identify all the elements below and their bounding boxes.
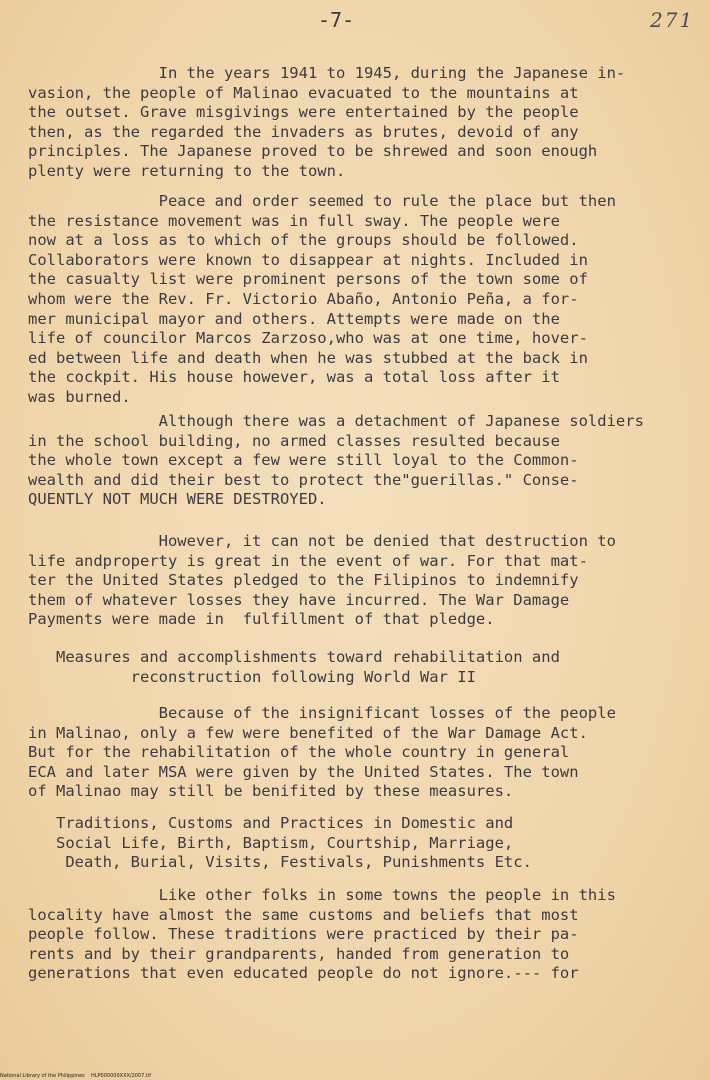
paragraph-peace-and-order: Peace and order seemed to rule the place but then the resistance movement was in full sway. The people were now at a loss as to which of the groups should be followed. Collaborators were known to disappear at nights. Included in the casualty list were prominent persons of the town some of whom were the Rev. Fr. Victorio Abaño, Antonio Peña, a for- mer municipal mayor and others. Attempts were made on the life of councilor Marcos Zarzoso,who was at one time, hover- ed between life and death when he was stubbed at the back in the cockpit. His house however, was a total loss after it was burned. bbox=[28, 192, 616, 406]
paragraph-war-damage: However, it can not be denied that destruction to life andproperty is great in the event of war. For that mat- ter the United States pledged to the Filipinos to indemnify them of whatever losses they have incurred. The War Damage Payments were made in fulfillment of that pledge. bbox=[28, 532, 616, 629]
page-number: -7- bbox=[318, 8, 355, 32]
section-heading-rehabilitation: Measures and accomplishments toward rehabilitation and reconstruction following World War II bbox=[55, 648, 560, 686]
paragraph-rehabilitation: Because of the insignificant losses of the people in Malinao, only a few were benefited of the War Damage Act. But for the rehabilitation of the whole country in general ECA and later MSA were given by the United States. The town of Malinao may still be benifited by these measures. bbox=[28, 704, 616, 801]
paragraph-japanese-invasion: In the years 1941 to 1945, during the Japanese in- vasion, the people of Malinao evacuated to the mountains at the outset. Grave misgivings were entertained by the people then, as the regarded the invaders as brutes, devoid of any principles. The Japanese proved to be shrewed and soon enough plenty were returning to the town. bbox=[28, 64, 626, 180]
section-heading-traditions: Traditions, Customs and Practices in Domestic and Social Life, Birth, Baptism, Courtship, Marriage, Death, Burial, Visits, Festivals, Punishments Etc. bbox=[55, 814, 532, 872]
handwritten-page-mark: 271 bbox=[650, 8, 695, 32]
archive-credit: National Library of the Philippines HLP000000XXX/2007.tif bbox=[0, 1073, 152, 1079]
paragraph-japanese-detachment: Although there was a detachment of Japanese soldiers in the school building, no armed classes resulted because the whole town except a few were still loyal to the Common- wealth and did their best to protect the"guerillas." Conse- QUENTLY NOT MUCH WERE DESTROYED. bbox=[28, 412, 644, 509]
paragraph-customs: Like other folks in some towns the people in this locality have almost the same customs and beliefs that most people follow. These traditions were practiced by their pa- rents and by their grandparents, handed from generation to generations that even educated people do not ignore.--- for bbox=[28, 886, 616, 983]
